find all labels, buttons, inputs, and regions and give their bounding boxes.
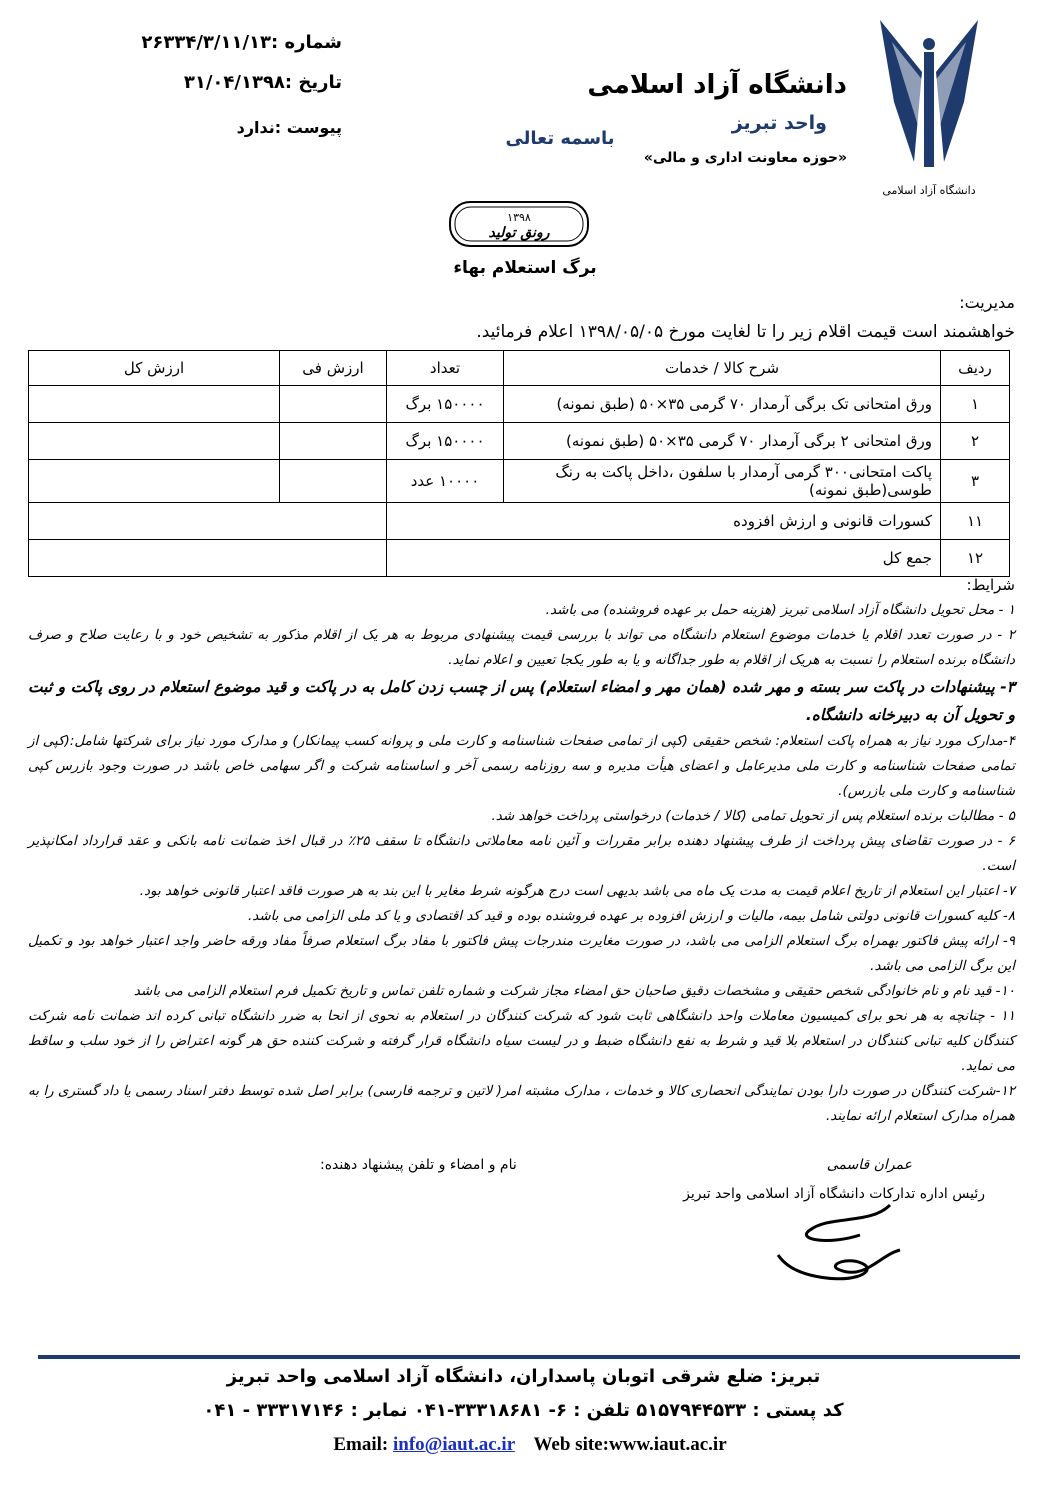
letter-date: تاریخ :۳۱/۰۴/۱۳۹۸ — [183, 72, 342, 93]
table-row — [29, 423, 1010, 460]
condition-item: ۵ - مطالبات برنده استعلام پس از تحویل تمامی (کالا / خدمات) درخواستی پرداخت خواهد شد. — [491, 808, 1015, 824]
logo-text: دانشگاه آزاد اسلامی — [882, 184, 976, 197]
footer-address: تبریز: ضلع شرقی اتوبان پاسداران، دانشگاه آزاد اسلامی واحد تبریز — [226, 1366, 821, 1387]
header-total-price: ارزش کل — [29, 351, 280, 386]
row-number: ۱۲ — [941, 540, 1010, 577]
email-label: Email: — [333, 1434, 389, 1455]
stamp-year: ۱۳۹۸ — [507, 211, 531, 224]
row-number: ۱۱ — [941, 503, 1010, 540]
header-description: شرح کالا / خدمات — [504, 351, 941, 386]
condition-item: ۷- اعتبار این استعلام از تاریخ اعلام قیمت به مدت یک ماه می باشد بدیهی است درج هرگونه شرط مغایر با این بند به هر صورت فاقد اعتبار قانونی خواهد بود. — [139, 883, 1015, 899]
summary-row — [29, 540, 1010, 577]
email-link[interactable]: info@iaut.ac.ir — [392, 1434, 515, 1455]
table-row — [29, 386, 1010, 423]
condition-item: ۶ - در صورت تقاضای پیش پرداخت از طرف پیشنهاد دهنده برابر مقررات و آئین نامه معاملاتی دانشگاه تا سقف ۲۵٪ در قبال اخذ ضمانت نامه بانکی و عقد قرارداد امکانپذیر است. — [28, 833, 1015, 874]
header-unit-price: ارزش فی — [280, 351, 387, 386]
row-description: ورق امتحانی ۲ برگی آرمدار ۷۰ گرمی ۳۵×۵۰ (طبق نمونه) — [504, 423, 941, 460]
row-unit-price — [280, 460, 387, 503]
row-description: ورق امتحانی تک برگی آرمدار ۷۰ گرمی ۳۵×۵۰ (طبق نمونه) — [504, 386, 941, 423]
department-name: «حوزه معاونت اداری و مالی» — [643, 150, 847, 166]
table-row — [29, 460, 1010, 503]
handwritten-signature — [770, 1195, 910, 1290]
table-header-row — [29, 351, 1010, 386]
row-unit-price — [280, 386, 387, 423]
form-title: برگ استعلام بهاء — [453, 258, 597, 278]
footer-rule — [38, 1355, 1020, 1359]
footer-phones: کد پستی : ۵۱۵۷۹۴۴۵۳۳ تلفن : ۶- ۳۳۳۱۸۶۸۱-۰۴۱ نمابر : ۳۳۳۱۷۱۴۶ - ۰۴۱ — [203, 1400, 844, 1421]
summary-value — [29, 540, 387, 577]
condition-item: ۳- پیشنهادات در پاکت سر بسته و مهر شده (همان مهر و امضاء استعلام) پس از چسب زدن کامل به در پاکت و قید موضوع استعلام در روی پاکت و ثبت و تحویل آن به دبیرخانه دانشگاه. — [28, 678, 1015, 724]
footer-contact — [30, 1434, 1030, 1456]
row-unit-price — [280, 423, 387, 460]
summary-row — [29, 503, 1010, 540]
unit-name: واحد تبریز — [731, 112, 827, 134]
row-quantity: ۱۰۰۰۰ عدد — [387, 460, 504, 503]
header-quantity: تعداد — [387, 351, 504, 386]
university-logo — [874, 12, 984, 202]
row-total-price — [29, 386, 280, 423]
row-number: ۳ — [941, 460, 1010, 503]
letter-attachment: پیوست :ندارد — [236, 118, 342, 137]
signer-title: رئیس اداره تدارکات دانشگاه آزاد اسلامی واحد تبریز — [683, 1186, 985, 1202]
summary-value — [29, 503, 387, 540]
bidder-signature-label: نام و امضاء و تلفن پیشنهاد دهنده: — [320, 1157, 517, 1173]
condition-item: ۹- ارائه پیش فاکتور بهمراه برگ استعلام الزامی می باشد، در صورت مغایرت مندرجات پیش فاکتور با مفاد برگ استعلام صرفاً مفاد ورقه حاضر واجد اعتبار خواهد بود و تکمیل این برگ الزامی می باشد. — [28, 933, 1015, 974]
conditions-list — [28, 598, 1015, 1129]
salutation: مدیریت: — [959, 293, 1015, 312]
header-row-no: ردیف — [941, 351, 1010, 386]
condition-item: ۱۰- قید نام و نام خانوادگی شخص حقیقی و مشخصات دقیق صاحبان حق امضاء مجاز شرکت و شماره تلفن تماس و تاریخ تکمیل فرم استعلام الزامی می باشد — [133, 983, 1015, 999]
row-number: ۲ — [941, 423, 1010, 460]
university-name: دانشگاه آزاد اسلامی — [587, 70, 847, 100]
condition-item: ۱ - محل تحویل دانشگاه آزاد اسلامی تبریز (هزینه حمل بر عهده فروشنده) می باشد. — [545, 602, 1015, 618]
signer-name: عمران قاسمی — [826, 1157, 912, 1173]
basmeh: باسمه تعالی — [505, 128, 615, 149]
stamp-text: رونق تولید — [488, 225, 550, 241]
condition-item: ۴-مدارک مورد نیاز به همراه پاکت استعلام: شخص حقیقی (کپی از تمامی صفحات شناسنامه و کارت ملی و پروانه کسب پیمانکار) و مدارک مورد نیاز برای شرکتها شامل:(کپی از تمامی صفحات شناسنامه و کارت ملی مدیرعامل و اعضای هیأت مدیره و سه روزنامه رسمی آخر و اساسنامه شرکت و اگر سهامی خاص باشد در صورت وجود بازرس کپی شناسنامه و کارت ملی بازرس). — [28, 733, 1015, 799]
condition-item: ۸- کلیه کسورات قانونی دولتی شامل بیمه، مالیات و ارزش افزوده بر عهده فروشنده بوده و قید کد اقتصادی و یا کد ملی الزامی می باشد. — [247, 908, 1015, 924]
summary-label: کسورات قانونی و ارزش افزوده — [387, 503, 941, 540]
row-total-price — [29, 460, 280, 503]
row-description: پاکت امتحانی۳۰۰ گرمی آرمدار با سلفون ،داخل پاکت به رنگ طوسی(طبق نمونه) — [504, 460, 941, 503]
condition-item: ۱۱ - چنانچه به هر نحو برای کمیسیون معاملات واحد دانشگاهی ثابت شود که شرکت کنندگان در استعلام به نحوی از انحا به ضرر دانشگاه تبانی کرده اند ضمانت نامه شرکت کنندگان کلیه تبانی کنندگان در استعلام بلا قید و شرط به نفع دانشگاه ضبط و در لیست سیاه دانشگاه قرار گرفته و شرکت کننده حق هر گونه اعتراض را از خود سلب و ساقط می نماید. — [28, 1008, 1015, 1074]
row-quantity: ۱۵۰۰۰۰ برگ — [387, 386, 504, 423]
request-text: خواهشمند است قیمت اقلام زیر را تا لغایت مورخ ۱۳۹۸/۰۵/۰۵ اعلام فرمائید. — [476, 322, 1015, 342]
slogan-stamp — [444, 196, 594, 252]
website-text: Web site:www.iaut.ac.ir — [533, 1434, 727, 1455]
summary-label: جمع کل — [387, 540, 941, 577]
conditions-title: شرایط: — [966, 576, 1015, 594]
condition-item: ۲ - در صورت تعدد اقلام یا خدمات موضوع استعلام دانشگاه می تواند با بررسی قیمت پیشنهادی مربوط به هر یک از اقلام مذکور به تشخیص خود و با رعایت صلاح و صرف دانشگاه برنده استعلام را نسبت به هریک از اقلام به طور جداگانه و یا به طور یکجا تعیین و اعلام نماید. — [28, 627, 1015, 668]
items-table — [28, 350, 1010, 577]
row-quantity: ۱۵۰۰۰۰ برگ — [387, 423, 504, 460]
row-number: ۱ — [941, 386, 1010, 423]
condition-item: ۱۲-شرکت کنندگان در صورت دارا بودن نمایندگی انحصاری کالا و خدمات ، مدارک مشبته امر( لاتین و ترجمه فارسی) برابر اصل شده توسط دفتر اسناد رسمی یا داد گستری را به همراه مدارک استعلام ارائه نمایند. — [28, 1083, 1015, 1124]
letter-number: شماره :۲۶۳۳۴/۳/۱۱/۱۳ — [141, 32, 342, 53]
row-total-price — [29, 423, 280, 460]
